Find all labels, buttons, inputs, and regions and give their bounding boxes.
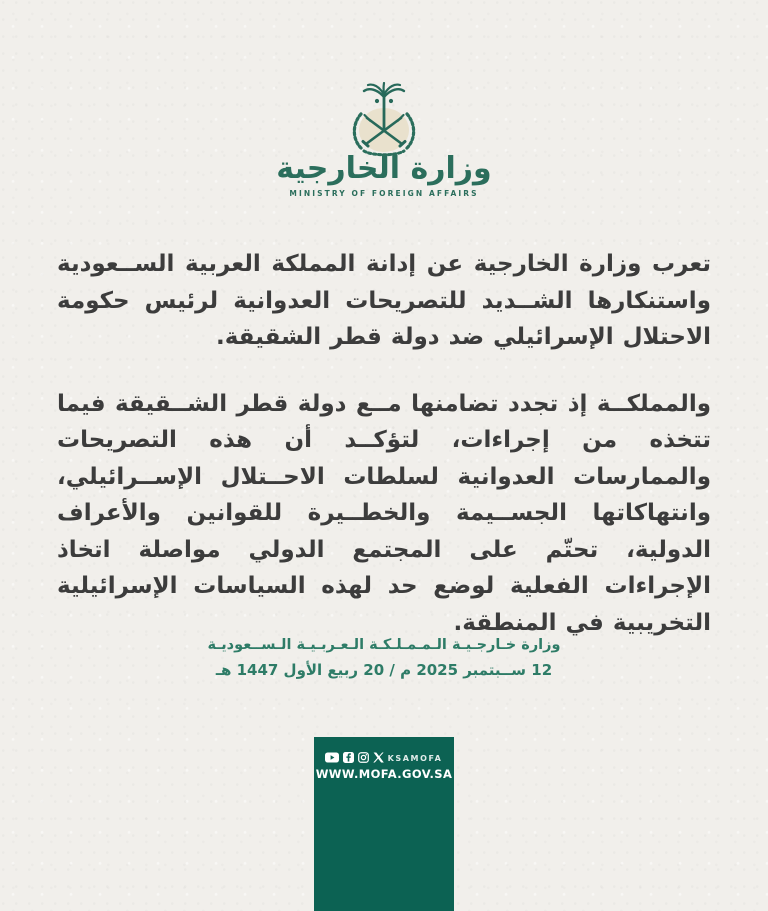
logo-arabic-calligraphy: وزارة الخارجية [276,151,492,186]
palm-and-swords-emblem-icon [334,82,434,158]
x-icon [373,752,384,763]
social-handle-text: KSAMOFA [387,753,443,763]
social-icons-row [325,751,444,764]
footer-social-box [314,737,454,911]
statement-body [57,246,711,641]
statement-paragraph-1: تعرب وزارة الخارجية عن إدانة المملكة العربية الســعودية واستنكارها الشــديد للتصريحات العدوانية لرئيس حكومة الاحتلال الإسرائيلي ضد دولة قطر الشقيقة. [57,251,711,350]
youtube-icon [325,752,339,763]
mofa-logo [0,82,768,198]
signature-ministry-name: وزارة خـارجـيـة الـمـمـلـكـة الـعـربـيـة الـســعوديـة [207,637,561,653]
facebook-icon [343,752,354,763]
website-url: WWW.MOFA.GOV.SA [315,767,453,781]
statement-paragraph-2: والمملكــة إذ تجدد تضامنها مــع دولة قطر الشــقيقة فيما تتخذه من إجراءات، لتؤكــد أن هذه التصريحات والممارسات العدوانية لسلطات الاحــتلال الإســرائيلي، وانتهاكاتها الجســيمة والخطــيرة للقوانين والأعراف الدولية، تحتّم على المجتمع الدولي مواصلة اتخاذ الإجراءات الفعلية لوضع حد لهذه السياسات الإسرائيلية التخريبية في المنطقة. [57,390,711,636]
logo-english-caption: MINISTRY OF FOREIGN AFFAIRS [289,189,479,198]
signature-block [0,633,768,683]
signature-date: 12 ســبتمبر 2025 م / 20 ربيع الأول 1447 هـ [215,661,553,679]
instagram-icon [358,752,369,763]
